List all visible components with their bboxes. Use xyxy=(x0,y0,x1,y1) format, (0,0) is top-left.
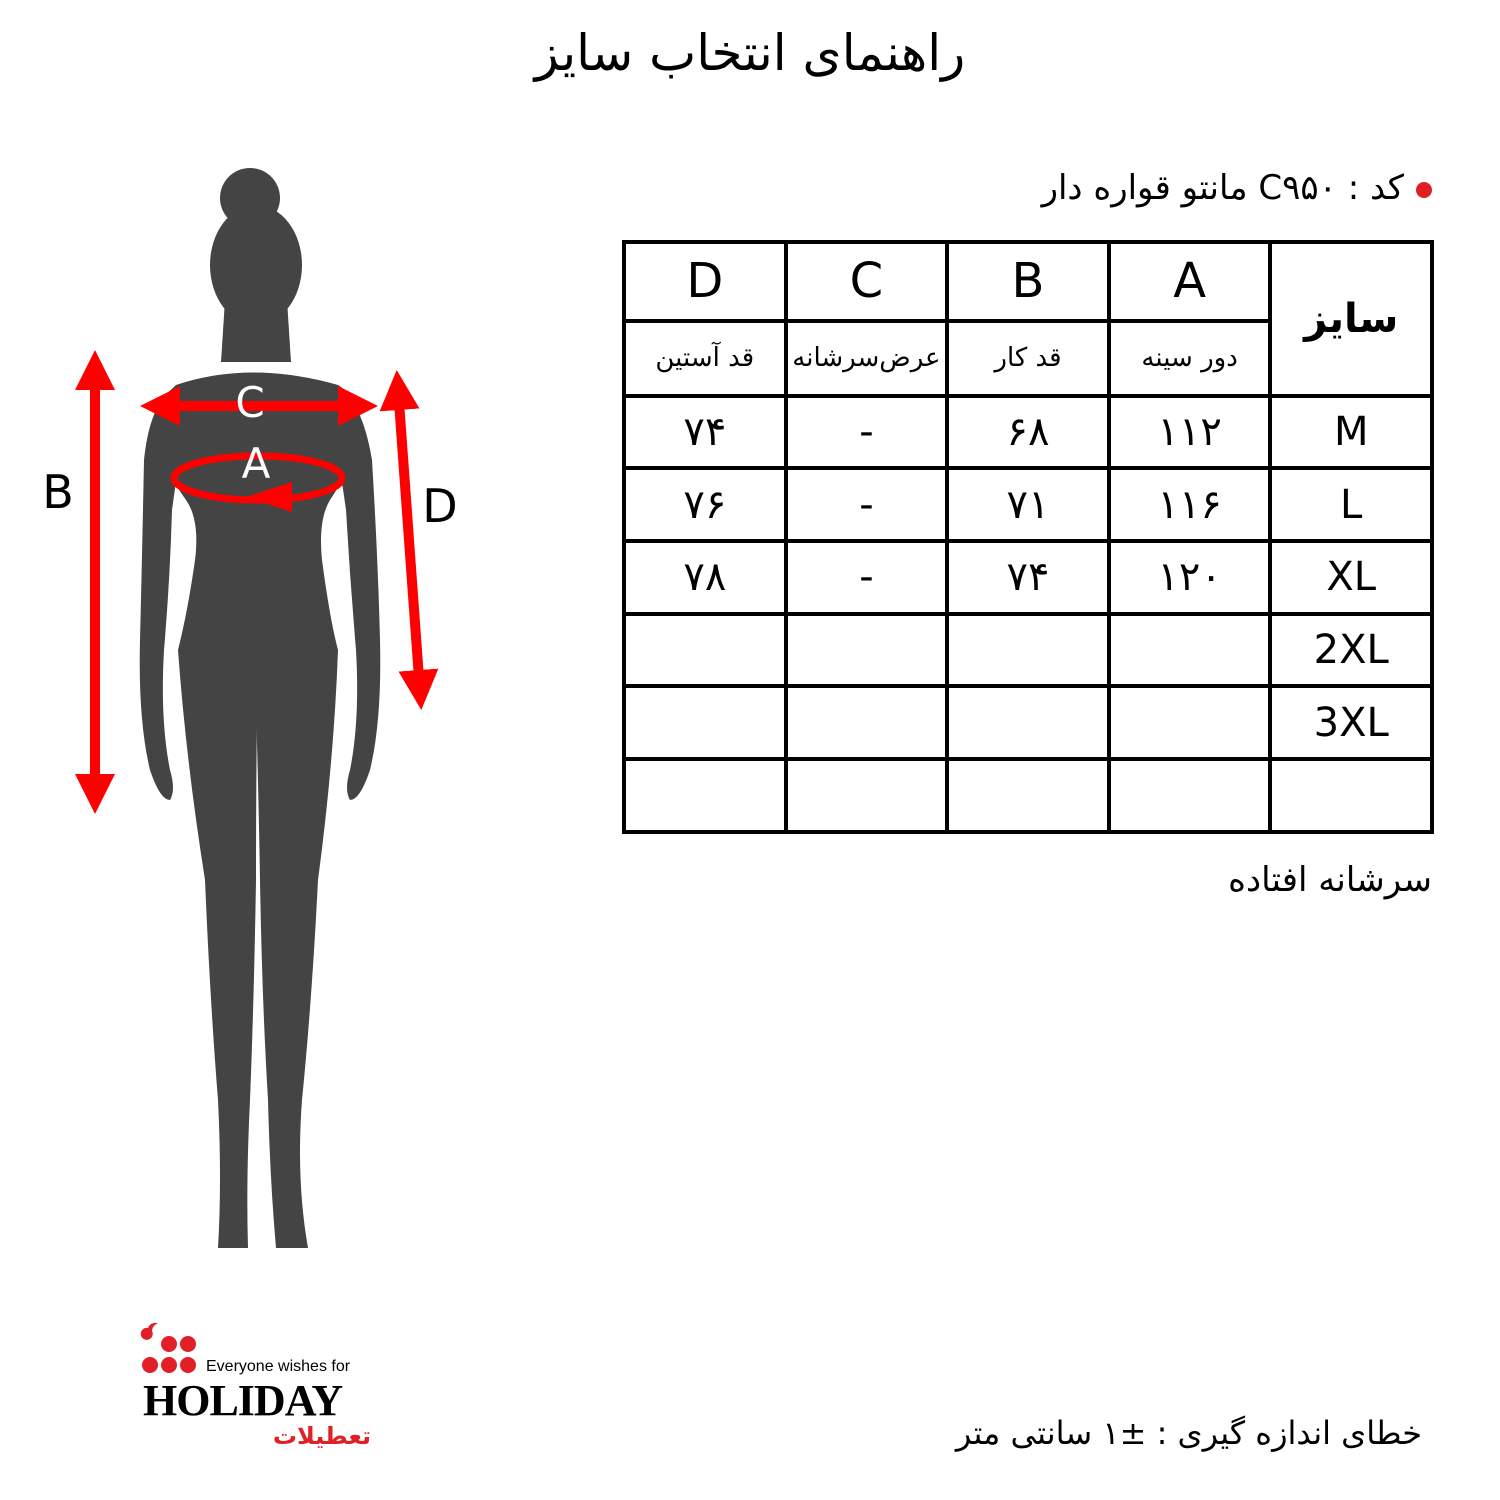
product-code xyxy=(1042,160,1432,216)
value-cell xyxy=(947,614,1109,687)
value-cell: ۷۸ xyxy=(624,541,786,614)
table-row xyxy=(624,686,1432,759)
column-label-c: عرض‌سرشانه xyxy=(786,321,948,396)
value-cell xyxy=(947,759,1109,832)
table-row xyxy=(624,541,1432,614)
table-header-row xyxy=(624,242,1432,321)
value-cell xyxy=(624,759,786,832)
table-row xyxy=(624,396,1432,469)
value-cell xyxy=(786,759,948,832)
value-cell xyxy=(1109,759,1271,832)
logo-dot xyxy=(161,1357,177,1373)
size-cell: 2XL xyxy=(1270,614,1432,687)
value-cell xyxy=(624,614,786,687)
right-leg xyxy=(254,650,338,1248)
column-letter-a: A xyxy=(1109,242,1271,321)
value-cell: ۷۴ xyxy=(947,541,1109,614)
holiday-logo xyxy=(140,1320,400,1460)
label-b: B xyxy=(42,465,74,519)
value-cell: ۷۶ xyxy=(624,468,786,541)
value-cell xyxy=(786,686,948,759)
table-row xyxy=(624,614,1432,687)
logo-tagline: Everyone wishes for xyxy=(206,1358,351,1375)
left-leg xyxy=(178,650,258,1248)
value-cell: - xyxy=(786,396,948,469)
logo-name: HOLIDAY xyxy=(143,1376,343,1425)
value-cell: ۷۴ xyxy=(624,396,786,469)
column-label-b: قد کار xyxy=(947,321,1109,396)
label-d: D xyxy=(422,479,458,533)
measurement-tolerance: خطای اندازه گیری : ±۱ سانتی متر xyxy=(955,1414,1422,1452)
label-c: C xyxy=(235,378,265,427)
woman-silhouette xyxy=(140,168,381,1248)
logo-quote-mark xyxy=(141,1323,158,1340)
value-cell xyxy=(1109,614,1271,687)
logo-dot xyxy=(161,1336,177,1352)
column-letter-d: D xyxy=(624,242,786,321)
body-measurement-figure xyxy=(0,160,600,1260)
value-cell: ۷۱ xyxy=(947,468,1109,541)
size-table xyxy=(622,240,1434,834)
value-cell xyxy=(1109,686,1271,759)
label-a: A xyxy=(241,439,271,488)
arrow-d xyxy=(398,388,420,692)
value-cell: ۱۲۰ xyxy=(1109,541,1271,614)
column-label-d: قد آستین xyxy=(624,321,786,396)
neck xyxy=(221,300,291,362)
logo-dots-icon xyxy=(140,1320,202,1376)
size-cell: 3XL xyxy=(1270,686,1432,759)
size-cell: XL xyxy=(1270,541,1432,614)
table-row xyxy=(624,759,1432,832)
logo-dot xyxy=(180,1357,196,1373)
value-cell xyxy=(947,686,1109,759)
column-label-a: دور سینه xyxy=(1109,321,1271,396)
bullet-dot xyxy=(1416,182,1432,198)
size-cell xyxy=(1270,759,1432,832)
value-cell: ۱۱۶ xyxy=(1109,468,1271,541)
value-cell xyxy=(624,686,786,759)
logo-dot xyxy=(142,1357,158,1373)
value-cell: - xyxy=(786,468,948,541)
value-cell: ۶۸ xyxy=(947,396,1109,469)
size-cell: M xyxy=(1270,396,1432,469)
page-title: راهنمای انتخاب سایز xyxy=(534,24,966,82)
column-letter-b: B xyxy=(947,242,1109,321)
column-letter-c: C xyxy=(786,242,948,321)
logo-dot xyxy=(180,1336,196,1352)
size-cell: L xyxy=(1270,468,1432,541)
fit-note: سرشانه افتاده xyxy=(1228,860,1432,900)
size-column-header: سایز xyxy=(1270,242,1432,396)
value-cell: - xyxy=(786,541,948,614)
table-row xyxy=(624,468,1432,541)
logo-name-fa: تعطیلات xyxy=(272,1422,371,1450)
value-cell: ۱۱۲ xyxy=(1109,396,1271,469)
value-cell xyxy=(786,614,948,687)
product-code-text: کد : C۹۵۰ مانتو قواره دار xyxy=(1041,168,1404,208)
